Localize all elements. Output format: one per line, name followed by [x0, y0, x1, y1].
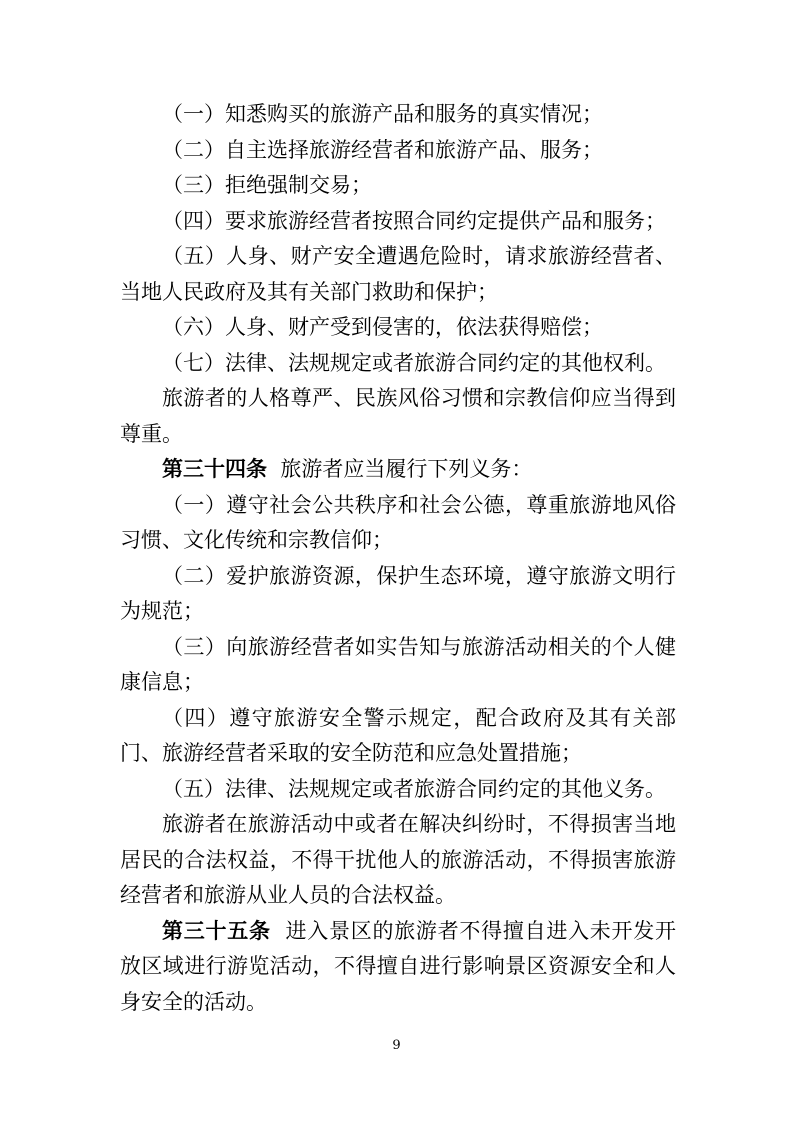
paragraph-text: 旅游者的人格尊严、民族风俗习惯和宗教信仰应当得到尊重。	[120, 386, 676, 446]
paragraph-text: （一）遵守社会公共秩序和社会公德，尊重旅游地风俗习惯、文化传统和宗教信仰；	[120, 492, 676, 552]
paragraph-text: （六）人身、财产受到侵害的，依法获得赔偿；	[162, 315, 603, 339]
paragraph-text: （七）法律、法规规定或者旅游合同约定的其他权利。	[162, 350, 666, 375]
paragraph-text: 进入景区的旅游者不得擅自进入未开发开放区域进行游览活动，不得擅自进行影响景区资源安全和人身安全的活动。	[120, 918, 677, 1014]
paragraph-text: （二）自主选择旅游经营者和旅游产品、服务；	[162, 137, 603, 162]
document-body	[120, 97, 676, 1020]
paragraph	[120, 239, 676, 310]
paragraph-text: （五）法律、法规规定或者旅游合同约定的其他义务。	[162, 776, 666, 801]
paragraph-text: （一）知悉购买的旅游产品和服务的真实情况；	[162, 102, 603, 126]
page-number: 9	[392, 1038, 401, 1053]
paragraph-text: 旅游者应当履行下列义务：	[280, 457, 533, 481]
paragraph	[120, 630, 676, 701]
paragraph	[120, 346, 676, 382]
paragraph	[120, 488, 676, 559]
paragraph	[120, 772, 676, 808]
paragraph-text: 旅游者在旅游活动中或者在解决纠纷时，不得损害当地居民的合法权益，不得干扰他人的旅游活动，不得损害旅游经营者和旅游从业人员的合法权益。	[120, 812, 676, 907]
paragraph	[120, 97, 676, 133]
article-heading: 第三十五条	[162, 918, 271, 943]
paragraph	[120, 133, 676, 169]
paragraph	[120, 310, 676, 346]
paragraph-text: （三）拒绝强制交易；	[162, 173, 372, 197]
paragraph	[120, 807, 676, 914]
paragraph-text: （五）人身、财产安全遭遇危险时，请求旅游经营者、当地人民政府及其有关部门救助和保护；	[120, 244, 676, 304]
paragraph-text: （三）向旅游经营者如实告知与旅游活动相关的个人健康信息；	[120, 634, 676, 694]
paragraph	[120, 381, 676, 452]
paragraph	[120, 168, 676, 204]
paragraph	[120, 204, 676, 240]
paragraph-text: （二）爱护旅游资源，保护生态环境，遵守旅游文明行为规范；	[120, 563, 676, 623]
article-paragraph	[120, 452, 676, 488]
article-paragraph	[120, 914, 676, 1021]
paragraph-text: （四）要求旅游经营者按照合同约定提供产品和服务；	[162, 208, 666, 233]
article-heading: 第三十四条	[162, 457, 267, 481]
paragraph	[120, 559, 676, 630]
paragraph	[120, 701, 676, 772]
paragraph-text: （四）遵守旅游安全警示规定，配合政府及其有关部门、旅游经营者采取的安全防范和应急处置措施；	[120, 705, 676, 765]
